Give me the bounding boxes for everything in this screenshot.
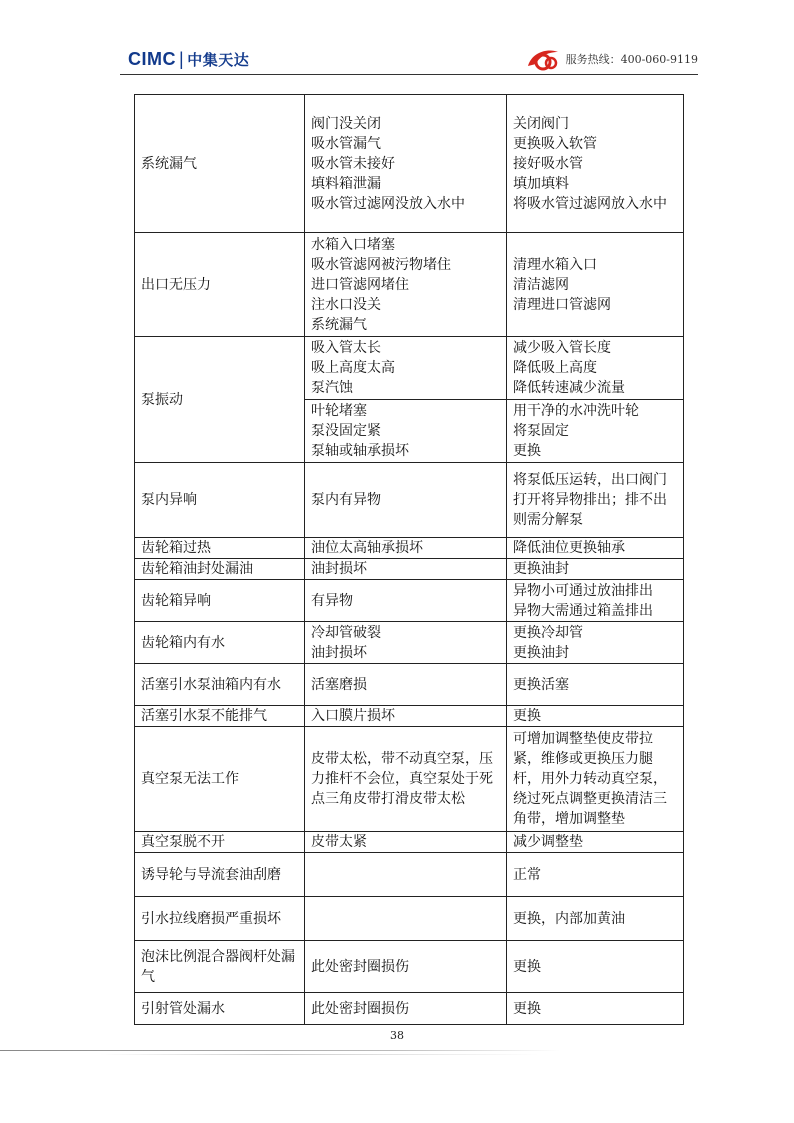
swirl-logo-icon bbox=[524, 46, 562, 72]
fix-line: 更换吸入软管 bbox=[513, 135, 597, 152]
cause-line: 系统漏气 bbox=[311, 316, 367, 333]
cause-cell bbox=[305, 832, 507, 853]
cause-line: 注水口没关 bbox=[311, 296, 381, 313]
fix-cell bbox=[507, 941, 684, 993]
page-number: 38 bbox=[390, 1029, 404, 1042]
cause-line: 阀门没关闭 bbox=[311, 115, 381, 132]
fault-cell: 真空泵无法工作 bbox=[135, 727, 305, 832]
table-row bbox=[135, 538, 684, 559]
fix-line: 将吸水管过滤网放入水中 bbox=[513, 195, 667, 212]
fault-cell: 齿轮箱过热 bbox=[135, 538, 305, 559]
cause-cell bbox=[305, 233, 507, 337]
fix-line: 清洁滤网 bbox=[513, 276, 569, 293]
cause-line: 冷却管破裂 bbox=[311, 624, 381, 641]
fix-cell bbox=[507, 580, 684, 622]
fix-line: 关闭阀门 bbox=[513, 115, 569, 132]
fix-cell bbox=[507, 832, 684, 853]
table-row bbox=[135, 897, 684, 941]
fix-line: 更换油封 bbox=[513, 644, 569, 661]
fix-line: 更换，内部加黄油 bbox=[513, 910, 625, 927]
fix-cell bbox=[507, 853, 684, 897]
fault-cell: 齿轮箱油封处漏油 bbox=[135, 559, 305, 580]
footer-divider-shadow bbox=[100, 1054, 540, 1055]
cause-line: 吸入管太长 bbox=[311, 340, 381, 356]
fix-line: 将泵固定 bbox=[513, 423, 569, 439]
table-row bbox=[135, 993, 684, 1025]
fault-cell: 诱导轮与导流套油刮磨 bbox=[135, 853, 305, 897]
table-row bbox=[135, 95, 684, 233]
fault-cell: 引射管处漏水 bbox=[135, 993, 305, 1025]
fault-cell: 泡沫比例混合器阀杆处漏气 bbox=[135, 941, 305, 993]
cause-cell bbox=[305, 337, 507, 400]
cause-line: 有异物 bbox=[311, 592, 353, 609]
fix-cell bbox=[507, 622, 684, 664]
fix-line: 将泵低压运转，出口阀门 打开将异物排出；排不出则需分解泵 bbox=[513, 472, 667, 528]
logo-cn: 中集天达 bbox=[187, 52, 250, 69]
footer-divider bbox=[0, 1050, 560, 1051]
fix-line: 更换冷却管 bbox=[513, 624, 583, 641]
cause-line: 皮带太松，带不动真空泵，压力推杆不会位，真空泵处于死点三角皮带打滑皮带太松 bbox=[311, 751, 493, 807]
fault-cell: 活塞引水泵不能排气 bbox=[135, 706, 305, 727]
cause-line: 吸水管过滤网没放入水中 bbox=[311, 195, 465, 212]
cause-cell bbox=[305, 993, 507, 1025]
table-row bbox=[135, 832, 684, 853]
cause-cell bbox=[305, 897, 507, 941]
cause-cell bbox=[305, 941, 507, 993]
cause-line: 泵轴或轴承损坏 bbox=[311, 443, 409, 459]
fix-line: 更换 bbox=[513, 1000, 541, 1017]
hotline-text: 服务热线：400-060-9119 bbox=[565, 53, 698, 66]
fault-cell: 真空泵脱不开 bbox=[135, 832, 305, 853]
cause-line: 水箱入口堵塞 bbox=[311, 236, 395, 253]
table-row bbox=[135, 580, 684, 622]
cause-cell bbox=[305, 622, 507, 664]
fix-cell bbox=[507, 337, 684, 400]
fault-cell: 泵振动 bbox=[135, 337, 305, 463]
fix-line: 正常 bbox=[513, 866, 541, 883]
cause-line: 填料箱泄漏 bbox=[311, 175, 381, 192]
fix-line: 更换 bbox=[513, 443, 541, 459]
table-row bbox=[135, 727, 684, 832]
cause-line: 泵汽蚀 bbox=[311, 380, 353, 396]
fix-cell bbox=[507, 95, 684, 233]
page-header bbox=[120, 40, 698, 78]
cause-cell bbox=[305, 95, 507, 233]
cause-cell bbox=[305, 727, 507, 832]
table-row bbox=[135, 559, 684, 580]
table-row bbox=[135, 853, 684, 897]
fix-line: 降低油位更换轴承 bbox=[513, 540, 625, 556]
table-row bbox=[135, 463, 684, 538]
cause-line: 吸上高度太高 bbox=[311, 360, 395, 376]
troubleshooting-table bbox=[134, 94, 684, 1025]
cause-line: 泵内有异物 bbox=[311, 492, 381, 508]
cause-cell bbox=[305, 400, 507, 463]
fix-line: 异物小可通过放油排出 bbox=[513, 582, 653, 599]
cause-line: 入口膜片损坏 bbox=[311, 708, 395, 724]
cause-line: 皮带太紧 bbox=[311, 834, 367, 850]
fault-cell: 活塞引水泵油箱内有水 bbox=[135, 664, 305, 706]
cause-line: 油封损坏 bbox=[311, 644, 367, 661]
fix-cell bbox=[507, 233, 684, 337]
fix-cell bbox=[507, 706, 684, 727]
fix-line: 接好吸水管 bbox=[513, 155, 583, 172]
fix-cell bbox=[507, 727, 684, 832]
fix-cell bbox=[507, 664, 684, 706]
logo-separator: | bbox=[179, 49, 185, 69]
hotline bbox=[524, 46, 698, 72]
table-row bbox=[135, 706, 684, 727]
table-row bbox=[135, 941, 684, 993]
company-logo bbox=[128, 49, 249, 70]
fix-line: 更换活塞 bbox=[513, 676, 569, 693]
cause-cell bbox=[305, 664, 507, 706]
cause-line: 吸水管漏气 bbox=[311, 135, 381, 152]
fix-cell bbox=[507, 897, 684, 941]
fault-cell: 泵内异响 bbox=[135, 463, 305, 538]
table-row bbox=[135, 233, 684, 337]
cause-line: 此处密封圈损伤 bbox=[311, 958, 409, 975]
fix-cell bbox=[507, 538, 684, 559]
fix-cell bbox=[507, 993, 684, 1025]
fix-line: 异物大需通过箱盖排出 bbox=[513, 602, 653, 619]
fix-line: 更换 bbox=[513, 958, 541, 975]
cause-cell bbox=[305, 463, 507, 538]
fix-line: 更换油封 bbox=[513, 561, 569, 577]
cause-line: 此处密封圈损伤 bbox=[311, 1000, 409, 1017]
fix-line: 降低吸上高度 bbox=[513, 360, 597, 376]
cause-line: 油封损坏 bbox=[311, 561, 367, 577]
fix-line: 清理水箱入口 bbox=[513, 256, 597, 273]
logo-en: CIMC bbox=[128, 49, 176, 69]
cause-cell bbox=[305, 538, 507, 559]
fix-line: 减少调整垫 bbox=[513, 834, 583, 850]
cause-cell bbox=[305, 706, 507, 727]
fault-cell: 齿轮箱内有水 bbox=[135, 622, 305, 664]
fix-cell bbox=[507, 463, 684, 538]
fix-line: 减少吸入管长度 bbox=[513, 340, 611, 356]
cause-cell bbox=[305, 559, 507, 580]
cause-line: 进口管滤网堵住 bbox=[311, 276, 409, 293]
cause-line: 油位太高轴承损坏 bbox=[311, 540, 423, 556]
cause-line: 叶轮堵塞 bbox=[311, 403, 367, 419]
cause-cell bbox=[305, 580, 507, 622]
fix-line: 用干净的水冲洗叶轮 bbox=[513, 403, 639, 419]
fix-line: 清理进口管滤网 bbox=[513, 296, 611, 313]
fault-cell: 出口无压力 bbox=[135, 233, 305, 337]
fix-line: 可增加调整垫使皮带拉紧，维修或更换压力腿杆，用外力转动真空泵，绕过死点调整更换清洁三角带，增加调整垫 bbox=[513, 731, 667, 827]
fix-line: 更换 bbox=[513, 708, 541, 724]
table-row bbox=[135, 664, 684, 706]
fault-cell: 系统漏气 bbox=[135, 95, 305, 233]
cause-line: 吸水管滤网被污物堵住 bbox=[311, 256, 451, 273]
table-row bbox=[135, 622, 684, 664]
header-divider bbox=[120, 74, 698, 75]
cause-line: 吸水管未接好 bbox=[311, 155, 395, 172]
fix-cell bbox=[507, 559, 684, 580]
fault-cell: 齿轮箱异响 bbox=[135, 580, 305, 622]
fix-cell bbox=[507, 400, 684, 463]
cause-line: 泵没固定紧 bbox=[311, 423, 381, 439]
cause-cell bbox=[305, 853, 507, 897]
fix-line: 填加填料 bbox=[513, 175, 569, 192]
fix-line: 降低转速减少流量 bbox=[513, 380, 625, 396]
cause-line: 活塞磨损 bbox=[311, 676, 367, 693]
fault-cell: 引水拉线磨损严重损坏 bbox=[135, 897, 305, 941]
table-row bbox=[135, 337, 684, 400]
